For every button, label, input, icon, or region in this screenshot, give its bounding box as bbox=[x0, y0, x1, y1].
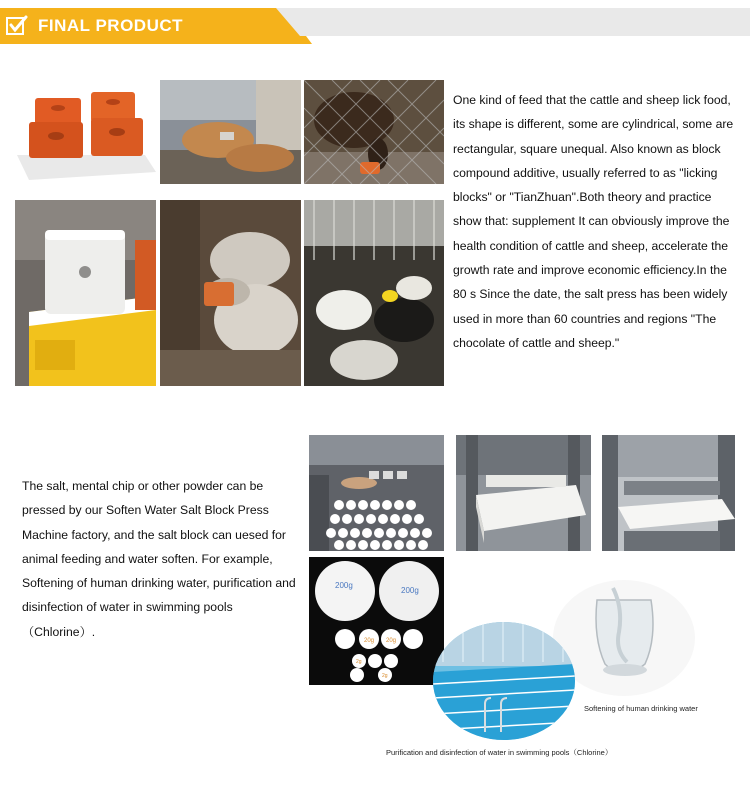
press-machine-description: The salt, mental chip or other powder can be pressed by our Soften Water Salt Block Press Machine factory, and the salt block can uesed for animal feeding and water soften. For example, Softening of human drinking water, purification and disinfection of water in swimming pools （Chlorine）. bbox=[22, 479, 296, 639]
tablet-label-200g-a: 200g bbox=[335, 581, 353, 590]
goats-feeding-photo bbox=[304, 200, 444, 386]
tablet-label-2g-b: 2g bbox=[382, 673, 388, 679]
orange-lick-blocks-photo bbox=[15, 80, 156, 188]
cattle-licking-photo bbox=[160, 80, 301, 184]
swimming-pool-photo bbox=[433, 622, 575, 740]
section-banner bbox=[0, 8, 750, 44]
salt-block-press-photo bbox=[456, 435, 591, 551]
tablet-label-20g-b: 20g bbox=[386, 638, 397, 644]
tablet-label-200g-b: 200g bbox=[401, 586, 419, 595]
horse-lick-block-photo bbox=[304, 80, 444, 184]
swimming-pool-caption: Purification and disinfection of water in swimming pools（Chlorine） bbox=[386, 748, 613, 757]
page-title: FINAL PRODUCT bbox=[38, 16, 184, 35]
chlorine-tablets-photo bbox=[309, 557, 444, 685]
checkmark-icon bbox=[6, 15, 28, 37]
salt-tablets-tray-photo bbox=[309, 435, 444, 551]
press-mold-photo bbox=[602, 435, 735, 551]
white-lick-block-box-photo bbox=[15, 200, 156, 386]
lick-block-description: One kind of feed that the cattle and sheep lick food, its shape is different, some are cylindrical, some are rectangular, square unequal. Also known as block compound additive, usually referred to as "licking blocks" or "TianZhuan".Both theory and practice show that: supplement It can obviously improve the health condition of cattle and sheep, accelerate the growth rate and improve economic efficiency.In the 80 s Since the date, the salt press has been widely used in more than 60 countries and regions "The chocolate of cattle and sheep." bbox=[453, 93, 734, 350]
tablet-label-2g-a: 2g bbox=[356, 659, 362, 665]
tablet-label-20g-a: 20g bbox=[364, 638, 375, 644]
drinking-water-caption: Softening of human drinking water bbox=[584, 704, 698, 713]
sheep-lick-block-photo bbox=[160, 200, 301, 386]
